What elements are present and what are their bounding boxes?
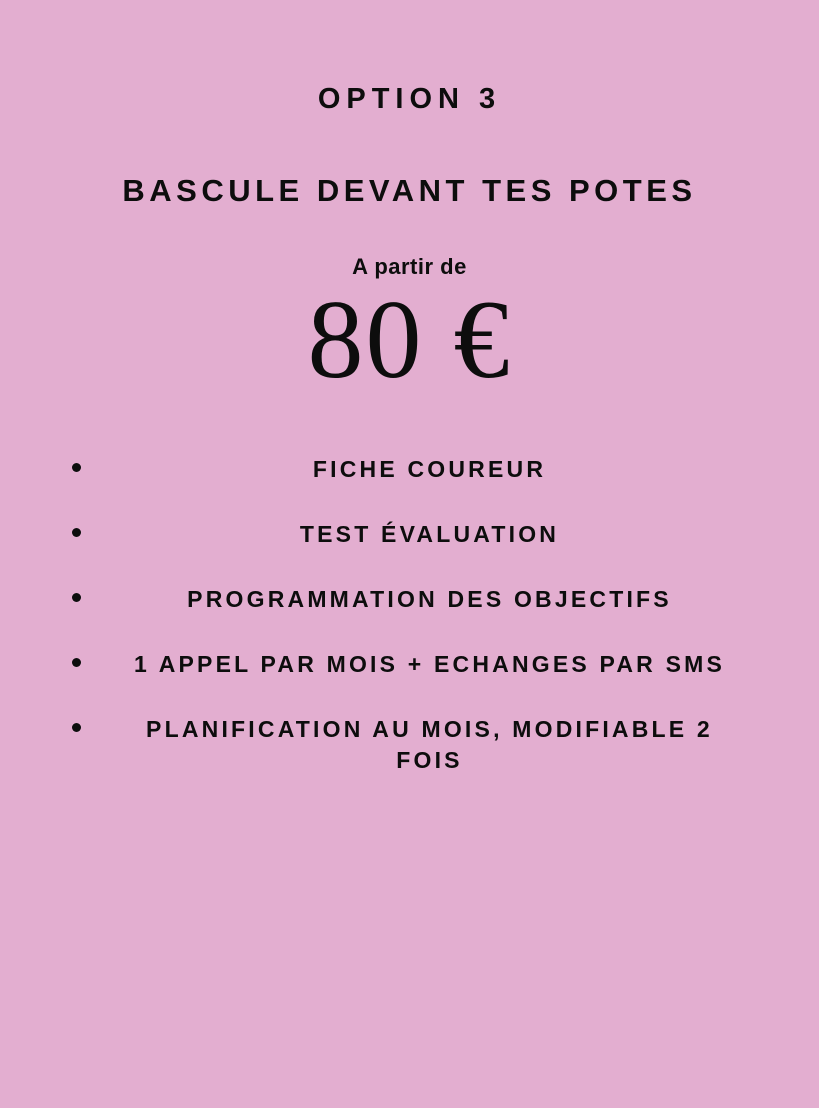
features-list (0, 454, 819, 776)
list-item-label: TEST ÉVALUATION (299, 520, 560, 547)
list-item (0, 714, 819, 776)
price-amount: 80 € (307, 277, 512, 402)
page-title: BASCULE DEVANT TES POTES (122, 172, 697, 208)
list-item (0, 649, 819, 680)
price-prefix: A partir de (352, 253, 467, 279)
bullet-icon (72, 528, 81, 537)
list-item-label: 1 APPEL PAR MOIS + ECHANGES PAR SMS (133, 650, 726, 677)
bullet-icon (72, 658, 81, 667)
list-item (0, 584, 819, 615)
list-item-label: FICHE COUREUR (312, 455, 547, 482)
bullet-icon (72, 593, 81, 602)
list-item (0, 454, 819, 485)
list-item (0, 519, 819, 550)
list-item-label: PROGRAMMATION DES OBJECTIFS (187, 585, 672, 612)
option-label: OPTION 3 (317, 83, 502, 115)
bullet-icon (72, 723, 81, 732)
list-item-label: PLANIFICATION AU MOIS, MODIFIABLE 2 FOIS (146, 715, 713, 773)
bullet-icon (72, 463, 81, 472)
pricing-poster (0, 84, 819, 1108)
price-block (0, 253, 819, 402)
